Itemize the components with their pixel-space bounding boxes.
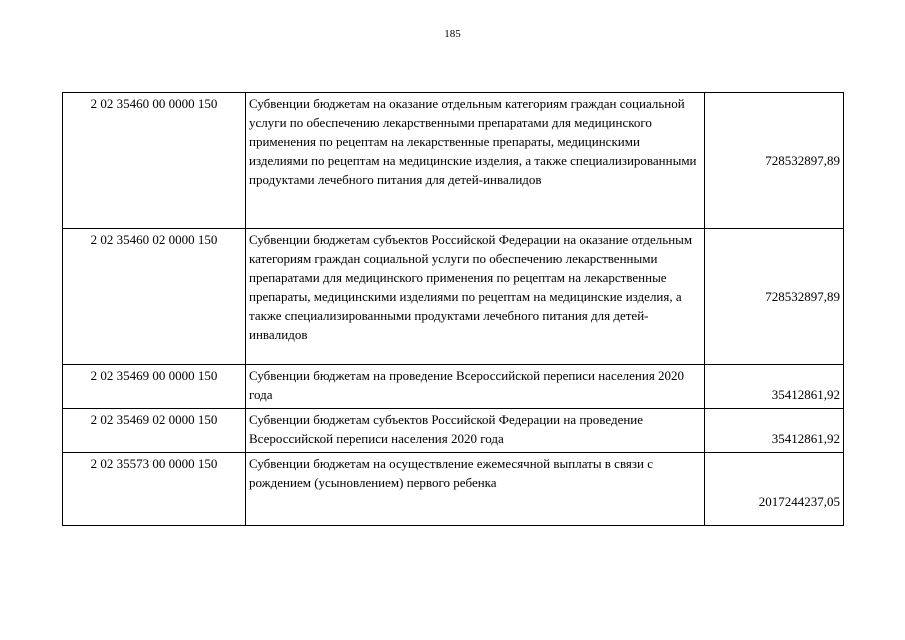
description-cell: Субвенции бюджетам на проведение Всероссийской переписи населения 2020 года xyxy=(246,365,705,409)
amount-cell: 35412861,92 xyxy=(705,409,844,453)
budget-code-cell: 2 02 35469 00 0000 150 xyxy=(63,365,246,409)
amount-cell: 2017244237,05 xyxy=(705,453,844,526)
budget-table xyxy=(62,92,844,526)
amount-cell: 728532897,89 xyxy=(705,229,844,365)
description-cell: Субвенции бюджетам на осуществление ежемесячной выплаты в связи с рождением (усыновлением) первого ребенка xyxy=(246,453,705,526)
table-row xyxy=(63,93,844,229)
budget-code-cell: 2 02 35573 00 0000 150 xyxy=(63,453,246,526)
table-row xyxy=(63,409,844,453)
budget-code-cell: 2 02 35460 00 0000 150 xyxy=(63,93,246,229)
table-row xyxy=(63,229,844,365)
amount-cell: 728532897,89 xyxy=(705,93,844,229)
table-row xyxy=(63,365,844,409)
description-cell: Субвенции бюджетам на оказание отдельным категориям граждан социальной услуги по обеспечению лекарственными препаратами для медицинского применения по рецептам на лекарственные препараты, медицинскими изделиями по рецептам на медицинские изделия, а также специализированными продуктами лечебного питания для детей-инвалидов xyxy=(246,93,705,229)
description-cell: Субвенции бюджетам субъектов Российской Федерации на оказание отдельным категориям граждан социальной услуги по обеспечению лекарственными препаратами для медицинского применения по рецептам на лекарственные препараты, медицинскими изделиями по рецептам на медицинские изделия, а также специализированными продуктами лечебного питания для детей-инвалидов xyxy=(246,229,705,365)
description-cell: Субвенции бюджетам субъектов Российской Федерации на проведение Всероссийской переписи населения 2020 года xyxy=(246,409,705,453)
budget-code-cell: 2 02 35469 02 0000 150 xyxy=(63,409,246,453)
amount-cell: 35412861,92 xyxy=(705,365,844,409)
budget-code-cell: 2 02 35460 02 0000 150 xyxy=(63,229,246,365)
page-number: 185 xyxy=(444,28,461,40)
table-row xyxy=(63,453,844,526)
